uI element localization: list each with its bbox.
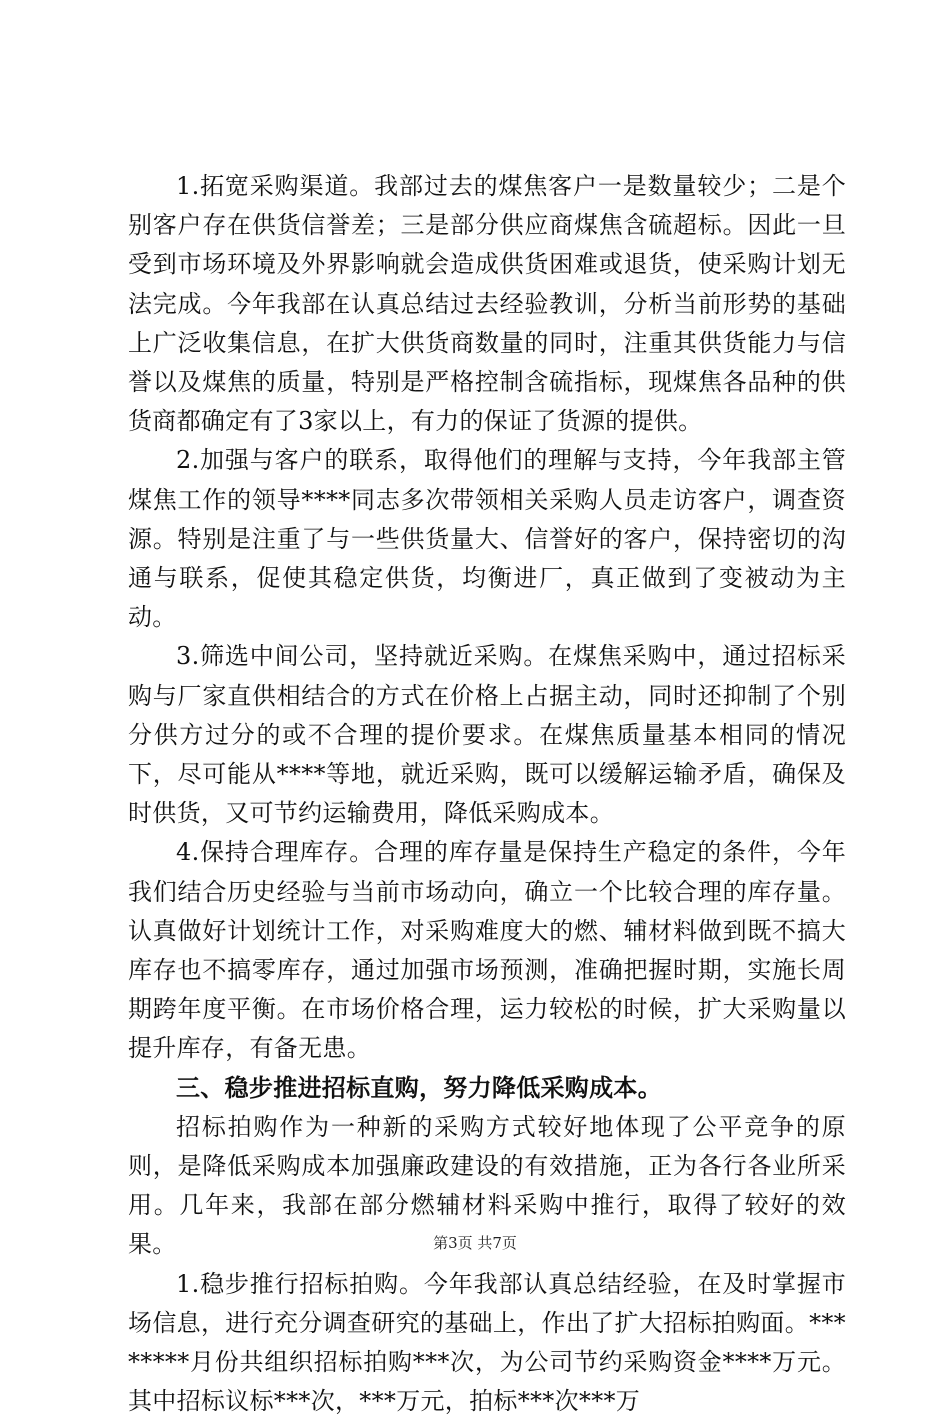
paragraph-expand-purchasing-channels: 1.拓宽采购渠道。我部过去的煤焦客户一是数量较少；二是个别客户存在供货信誉差；三是部分供应商煤焦含硫超标。因此一旦受到市场环境及外界影响就会造成供货困难或退货，使采购计划无法完成。今年我部在认真总结过去经验教训，分析当前形势的基础上广泛收集信息，在扩大供货商数量的同时，注重其供货能力与信誉以及煤焦的质量，特别是严格控制含硫指标，现煤焦各品种的供货商都确定有了3家以上，有力的保证了货源的提供。: [128, 172, 846, 436]
paragraph-strengthen-customer-contact: 2.加强与客户的联系，取得他们的理解与支持，今年我部主管煤焦工作的领导****同志多次带领相关采购人员走访客户，调查资源。特别是注重了与一些供货量大、信誉好的客户，保持密切的沟通与联系，促使其稳定供货，均衡进厂，真正做到了变被动为主动。: [128, 446, 846, 632]
paragraph-promote-tender: 1.稳步推行招标拍购。今年我部认真总结经验，在及时掌握市场信息，进行充分调查研究的基础上，作出了扩大招标拍购面。********月份共组织招标拍购***次，为公司节约采购资金****万元。其中招标议标***次，***万元，拍标***次***万: [128, 1269, 846, 1416]
paragraph-screen-intermediaries: 3.筛选中间公司，坚持就近采购。在煤焦采购中，通过招标采购与厂家直供相结合的方式在价格上占据主动，同时还抑制了个别分供方过分的或不合理的提价要求。在煤焦质量基本相同的情况下，尽可能从****等地，就近采购，既可以缓解运输矛盾，确保及时供货，又可节约运输费用，降低采购成本。: [128, 642, 846, 828]
paragraph-reasonable-inventory: 4.保持合理库存。合理的库存量是保持生产稳定的条件，今年我们结合历史经验与当前市场动向，确立一个比较合理的库存量。认真做好计划统计工作，对采购难度大的燃、辅材料做到既不搞大库存也不搞零库存，通过加强市场预测，准确把握时期，实施长周期跨年度平衡。在市场价格合理，运力较松的时候，扩大采购量以提升库存，有备无患。: [128, 838, 846, 1063]
section-heading-tender-purchasing: 三、稳步推进招标直购，努力降低采购成本。: [176, 1073, 662, 1102]
paragraph-tender-intro: 招标拍购作为一种新的采购方式较好地体现了公平竞争的原则，是降低采购成本加强廉政建设的有效措施，正为各行各业所采用。几年来，我部在部分燃辅材料采购中推行，取得了较好的效果。: [128, 1112, 846, 1259]
page-number-footer: 第3页 共7页: [433, 1234, 517, 1252]
